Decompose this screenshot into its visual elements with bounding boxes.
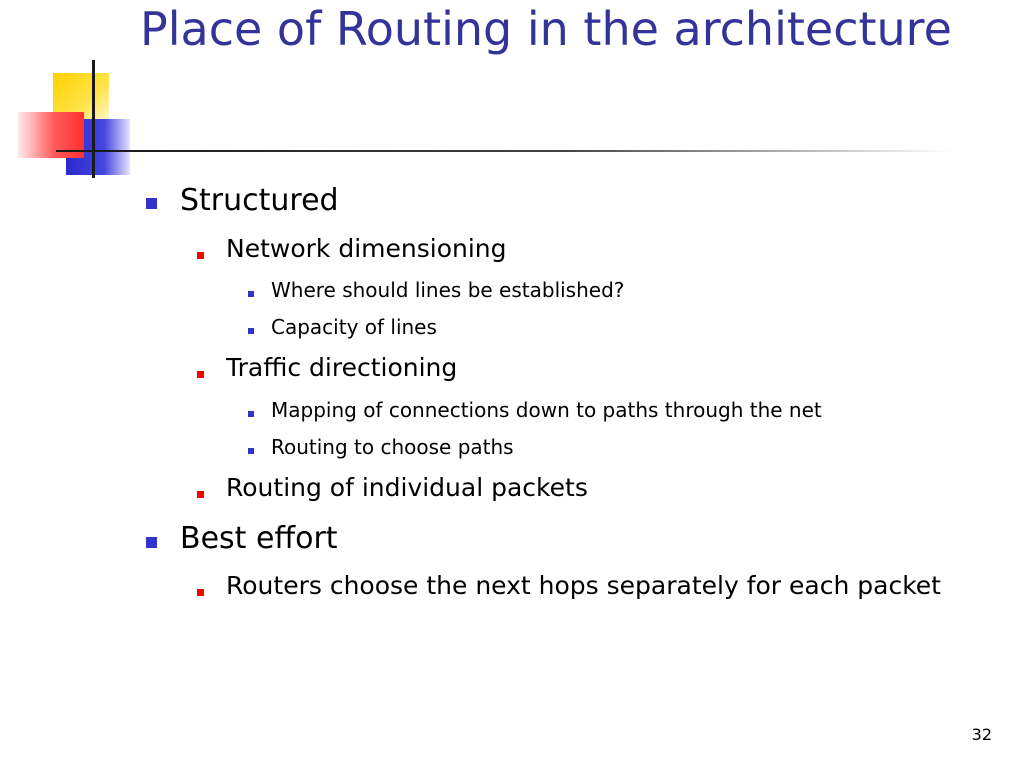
bullet-item-level3: Where should lines be established? xyxy=(271,278,625,302)
bullet-item-level1: Structured xyxy=(180,183,339,218)
bullet-marker-level3 xyxy=(248,411,254,417)
bullet-marker-level1 xyxy=(146,537,157,548)
bullet-marker-level3 xyxy=(248,291,254,297)
bullet-item-level3: Mapping of connections down to paths through the net xyxy=(271,398,822,422)
slide-title: Place of Routing in the architecture xyxy=(140,2,952,56)
bullet-item-level2: Routing of individual packets xyxy=(226,473,588,502)
bullet-marker-level2 xyxy=(197,252,204,259)
bullet-marker-level2 xyxy=(197,371,204,378)
page-number: 32 xyxy=(971,725,992,744)
bullet-marker-level2 xyxy=(197,491,204,498)
bullet-item-level1: Best effort xyxy=(180,521,338,556)
bullet-marker-level3 xyxy=(248,448,254,454)
bullet-item-level2: Traffic directioning xyxy=(226,353,458,382)
bullet-marker-level2 xyxy=(197,589,204,596)
bullet-item-level3: Capacity of lines xyxy=(271,315,437,339)
bullet-item-level2: Routers choose the next hops separately for each packet xyxy=(226,571,941,600)
bullet-item-level2: Network dimensioning xyxy=(226,234,507,263)
bullet-marker-level3 xyxy=(248,328,254,334)
bullet-marker-level1 xyxy=(146,198,157,209)
bullet-item-level3: Routing to choose paths xyxy=(271,435,514,459)
